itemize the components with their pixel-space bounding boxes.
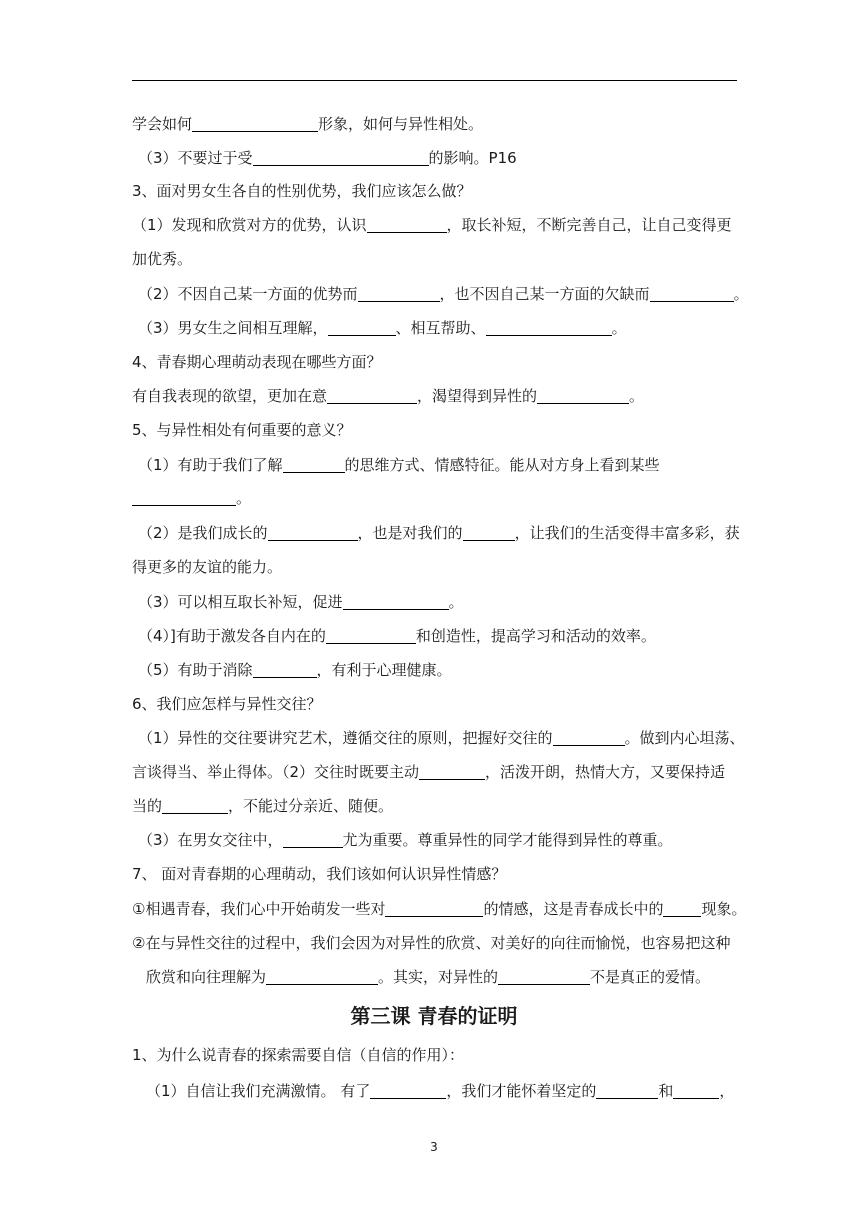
text-line	[132, 420, 738, 440]
fill-in-blank[interactable]	[596, 1082, 658, 1099]
line-text: 和创造性，提高学习和活动的效率。	[415, 627, 656, 645]
line-text: （5）有助于消除	[138, 661, 253, 679]
line-text: 。	[733, 285, 749, 303]
fill-in-blank[interactable]	[253, 661, 317, 678]
text-line	[132, 864, 738, 884]
fill-in-blank[interactable]	[553, 729, 625, 746]
text-line	[138, 523, 744, 543]
line-text: ，也不因自己某一方面的欠缺而	[439, 285, 650, 303]
line-text: 4、青春期心理萌动表现在哪些方面？	[132, 353, 382, 371]
text-line	[138, 830, 744, 850]
fill-in-blank[interactable]	[486, 319, 612, 336]
text-line	[138, 728, 744, 748]
text-line	[132, 557, 738, 577]
line-text: ，有利于心理健康。	[316, 661, 452, 679]
fill-in-blank[interactable]	[367, 216, 447, 233]
fill-in-blank[interactable]	[498, 968, 590, 985]
fill-in-blank[interactable]	[283, 831, 343, 848]
line-text: 。做到内心坦荡、	[624, 729, 745, 747]
line-text: 现象。	[701, 900, 747, 918]
line-text: ，渴望得到异性的	[417, 387, 538, 405]
fill-in-blank[interactable]	[326, 627, 416, 644]
line-text: （4）]有助于激发各自内在的	[138, 627, 326, 645]
line-text: 。其实，对异性的	[378, 968, 499, 986]
fill-in-blank[interactable]	[385, 900, 483, 917]
line-text: ，让我们的生活变得丰富多彩，获	[514, 524, 740, 542]
line-text: 得更多的友谊的能力。	[132, 558, 283, 576]
fill-in-blank[interactable]	[463, 524, 515, 541]
line-text: （2）是我们成长的	[138, 524, 268, 542]
fill-in-blank[interactable]	[283, 456, 345, 473]
page-number: 3	[430, 1140, 438, 1154]
line-text: 3、面对男女生各自的性别优势，我们应该怎么做？	[132, 182, 472, 200]
text-line	[132, 488, 738, 508]
text-line	[132, 694, 738, 714]
fill-in-blank[interactable]	[673, 1082, 719, 1099]
line-text: （1）自信让我们充满激情。 有了	[146, 1082, 371, 1100]
line-text: ②在与异性交往的过程中，我们会因为对异性的欣赏、对美好的向往而愉悦，也容易把这种	[132, 934, 731, 952]
fill-in-blank[interactable]	[266, 968, 378, 985]
text-line	[138, 455, 744, 475]
fill-in-blank[interactable]	[162, 797, 228, 814]
fill-in-blank[interactable]	[328, 319, 396, 336]
line-text: 的影响。P16	[428, 149, 517, 167]
line-text: 欣赏和向往理解为	[146, 968, 267, 986]
fill-in-blank[interactable]	[537, 387, 629, 404]
text-line	[132, 796, 738, 816]
line-text: 的思维方式、情感特征。能从对方身上看到某些	[344, 456, 660, 474]
text-line	[138, 592, 744, 612]
text-line	[132, 249, 738, 269]
text-line	[138, 318, 744, 338]
text-line	[138, 660, 744, 680]
line-text: ，取长补短，不断完善自己，让自己变得更	[446, 216, 732, 234]
line-text: 6、我们应怎样与异性交往？	[132, 695, 322, 713]
text-line	[132, 1045, 738, 1065]
text-line	[132, 181, 738, 201]
line-text: ，	[719, 1082, 735, 1100]
text-line	[146, 1081, 752, 1101]
line-text: ，也是对我们的	[357, 524, 463, 542]
text-line	[132, 114, 738, 134]
fill-in-blank[interactable]	[268, 524, 358, 541]
text-line	[138, 626, 744, 646]
text-line	[132, 933, 738, 953]
fill-in-blank[interactable]	[132, 489, 236, 506]
fill-in-blank[interactable]	[419, 763, 485, 780]
line-text: 的情感，这是青春成长中的	[483, 900, 664, 918]
line-text: （3）在男女交往中，	[138, 831, 283, 849]
text-line	[132, 352, 738, 372]
fill-in-blank[interactable]	[253, 149, 429, 166]
section-title: 第三课 青春的证明	[350, 1004, 518, 1028]
line-text: 。	[611, 319, 627, 337]
fill-in-blank[interactable]	[650, 285, 734, 302]
line-text: 不是真正的爱情。	[590, 968, 711, 986]
text-line	[138, 284, 749, 304]
fill-in-blank[interactable]	[358, 285, 440, 302]
fill-in-blank[interactable]	[192, 115, 318, 132]
fill-in-blank[interactable]	[663, 900, 701, 917]
line-text: 5、与异性相处有何重要的意义？	[132, 421, 352, 439]
header-rule	[132, 80, 737, 81]
line-text: 尤为重要。尊重异性的同学才能得到异性的尊重。	[342, 831, 673, 849]
text-line	[146, 967, 752, 987]
line-text: 形象，如何与异性相处。	[318, 115, 484, 133]
line-text: 有自我表现的欲望，更加在意	[132, 387, 328, 405]
line-text: （1）发现和欣赏对方的优势，认识	[132, 216, 367, 234]
line-text: 加优秀。	[132, 250, 193, 268]
line-text: 学会如何	[132, 115, 193, 133]
fill-in-blank[interactable]	[343, 593, 449, 610]
text-line	[132, 899, 747, 919]
line-text: 7、 面对青春期的心理萌动，我们该如何认识异性情感？	[132, 865, 507, 883]
line-text: （2）不因自己某一方面的优势而	[138, 285, 358, 303]
text-line	[132, 215, 738, 235]
line-text: 当的	[132, 797, 163, 815]
line-text: 、相互帮助、	[395, 319, 486, 337]
line-text: ，不能过分亲近、随便。	[228, 797, 394, 815]
text-line	[132, 386, 738, 406]
fill-in-blank[interactable]	[370, 1082, 446, 1099]
line-text: （3）男女生之间相互理解，	[138, 319, 328, 337]
line-text: ，我们才能怀着坚定的	[446, 1082, 597, 1100]
line-text: （1）有助于我们了解	[138, 456, 283, 474]
text-line	[138, 148, 744, 168]
fill-in-blank[interactable]	[327, 387, 417, 404]
line-text: ①相遇青春，我们心中开始萌发一些对	[132, 900, 386, 918]
text-line	[132, 762, 738, 782]
line-text: 。	[236, 489, 252, 507]
line-text: 1、为什么说青春的探索需要自信（自信的作用）：	[132, 1046, 465, 1064]
line-text: 。	[448, 593, 464, 611]
line-text: 言谈得当、举止得体。（2）交往时既要主动	[132, 763, 420, 781]
line-text: 和	[658, 1082, 674, 1100]
line-text: （3）不要过于受	[138, 149, 253, 167]
line-text: 。	[629, 387, 645, 405]
line-text: ，活泼开朗，热情大方，又要保持适	[485, 763, 726, 781]
line-text: （3）可以相互取长补短，促进	[138, 593, 343, 611]
line-text: （1）异性的交往要讲究艺术，遵循交往的原则，把握好交往的	[138, 729, 553, 747]
